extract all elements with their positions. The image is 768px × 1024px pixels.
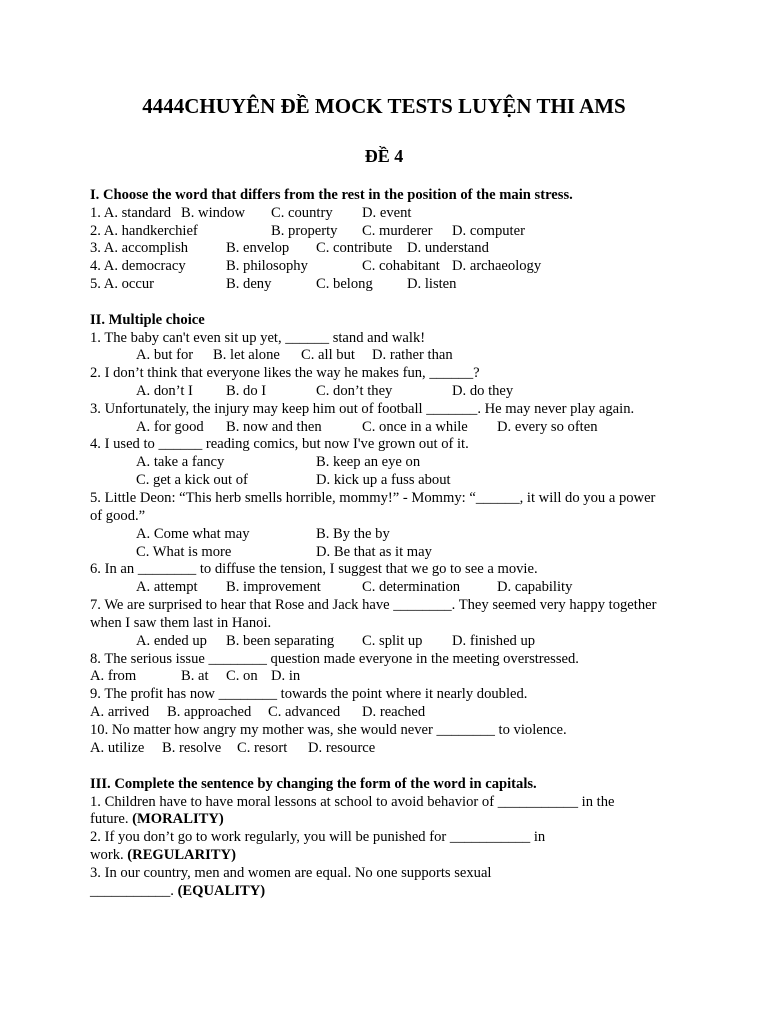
- option-c: C. split up: [362, 633, 423, 649]
- option-c: C. resort: [237, 740, 288, 756]
- option-d: D. listen: [407, 276, 457, 292]
- option-a: 2. A. handkerchief: [90, 223, 198, 239]
- capital-word: (EQUALITY): [177, 883, 266, 899]
- option-a: 5. A. occur: [90, 276, 155, 292]
- option-c: C. advanced: [268, 704, 341, 720]
- option-d: D. rather than: [372, 347, 453, 363]
- question-text-continued: of good.”: [90, 508, 146, 524]
- question-text-continued: when I saw them last in Hanoi.: [90, 615, 272, 631]
- option-a: A. utilize: [90, 740, 145, 756]
- section-1-heading: I. Choose the word that differs from the rest in the position of the main stress.: [90, 187, 573, 203]
- option-b: B. window: [181, 205, 246, 221]
- question-text: 3. In our country, men and women are equal. No one supports sexual: [90, 865, 492, 881]
- question-text: 5. Little Deon: “This herb smells horrible, mommy!” - Mommy: “______, it will do you a power: [90, 490, 656, 506]
- option-d: D. every so often: [497, 419, 598, 435]
- option-a: A. from: [90, 668, 137, 684]
- option-b: B. keep an eye on: [316, 454, 421, 470]
- option-b: B. do I: [226, 383, 267, 399]
- option-c: C. on: [226, 668, 258, 684]
- option-d: D. kick up a fuss about: [316, 472, 451, 488]
- option-c: C. get a kick out of: [136, 472, 248, 488]
- option-b: B. let alone: [213, 347, 280, 363]
- option-d: D. understand: [407, 240, 489, 256]
- option-b: B. at: [181, 668, 209, 684]
- option-b: B. improvement: [226, 579, 321, 595]
- question-text: 3. Unfortunately, the injury may keep him out of football _______. He may never play again.: [90, 401, 635, 417]
- option-c: C. What is more: [136, 544, 232, 560]
- option-a: 4. A. democracy: [90, 258, 186, 274]
- option-c: C. once in a while: [362, 419, 468, 435]
- option-d: D. capability: [497, 579, 573, 595]
- document-subtitle: ĐỀ 4: [364, 146, 404, 166]
- option-b: B. property: [271, 223, 338, 239]
- option-b: B. now and then: [226, 419, 322, 435]
- option-a: A. ended up: [136, 633, 207, 649]
- option-d: D. archaeology: [452, 258, 542, 274]
- option-c: C. all but: [301, 347, 355, 363]
- section-2-heading: II. Multiple choice: [90, 312, 205, 328]
- question-text: 8. The serious issue ________ question made everyone in the meeting overstressed.: [90, 651, 579, 667]
- question-text-end: ___________.: [90, 883, 178, 899]
- option-d: D. do they: [452, 383, 514, 399]
- option-b: B. approached: [167, 704, 252, 720]
- question-text: 7. We are surprised to hear that Rose and Jack have ________. They seemed very happy together: [90, 597, 657, 613]
- option-d: D. resource: [308, 740, 376, 756]
- option-a: A. arrived: [90, 704, 150, 720]
- option-c: C. don’t they: [316, 383, 393, 399]
- question-text: 6. In an ________ to diffuse the tension, I suggest that we go to see a movie.: [90, 561, 538, 577]
- option-b: B. envelop: [226, 240, 290, 256]
- option-d: D. Be that as it may: [316, 544, 432, 560]
- option-a: A. Come what may: [136, 526, 250, 542]
- option-d: D. finished up: [452, 633, 536, 649]
- option-d: D. event: [362, 205, 412, 221]
- question-text-continued: [90, 810, 224, 828]
- capital-word: (MORALITY): [132, 811, 224, 827]
- option-d: D. reached: [362, 704, 426, 720]
- question-text-end: work.: [90, 847, 128, 863]
- option-a: 1. A. standard: [90, 205, 172, 221]
- option-a: 3. A. accomplish: [90, 240, 189, 256]
- option-a: A. attempt: [136, 579, 198, 595]
- question-text: 1. The baby can't even sit up yet, ______ stand and walk!: [90, 330, 426, 346]
- option-c: C. determination: [362, 579, 461, 595]
- option-c: C. country: [271, 205, 333, 221]
- option-a: A. but for: [136, 347, 194, 363]
- document-title: 4444CHUYÊN ĐỀ MOCK TESTS LUYỆN THI AMS: [142, 94, 626, 118]
- option-c: C. belong: [316, 276, 373, 292]
- option-b: B. philosophy: [226, 258, 308, 274]
- question-text-continued: [90, 882, 265, 900]
- option-d: D. computer: [452, 223, 525, 239]
- option-c: C. contribute: [316, 240, 393, 256]
- option-b: B. deny: [226, 276, 272, 292]
- option-a: A. don’t I: [136, 383, 193, 399]
- question-text-continued: [90, 846, 236, 864]
- option-d: D. in: [271, 668, 301, 684]
- question-text: 10. No matter how angry my mother was, she would never ________ to violence.: [90, 722, 567, 738]
- question-text: 4. I used to ______ reading comics, but now I've grown out of it.: [90, 436, 469, 452]
- question-text-end: future.: [90, 811, 133, 827]
- question-text: 2. I don’t think that everyone likes the way he makes fun, ______?: [90, 365, 480, 381]
- option-a: A. for good: [136, 419, 204, 435]
- section-3-heading: III. Complete the sentence by changing the form of the word in capitals.: [90, 776, 537, 792]
- option-b: B. resolve: [162, 740, 222, 756]
- question-text: 2. If you don’t go to work regularly, you will be punished for ___________ in: [90, 829, 546, 845]
- option-a: A. take a fancy: [136, 454, 225, 470]
- option-c: C. cohabitant: [362, 258, 440, 274]
- option-b: B. By the by: [316, 526, 390, 542]
- option-b: B. been separating: [226, 633, 335, 649]
- capital-word: (REGULARITY): [127, 847, 236, 863]
- question-text: 9. The profit has now ________ towards the point where it nearly doubled.: [90, 686, 528, 702]
- option-c: C. murderer: [362, 223, 433, 239]
- question-text: 1. Children have to have moral lessons at school to avoid behavior of ___________ in the: [90, 794, 615, 810]
